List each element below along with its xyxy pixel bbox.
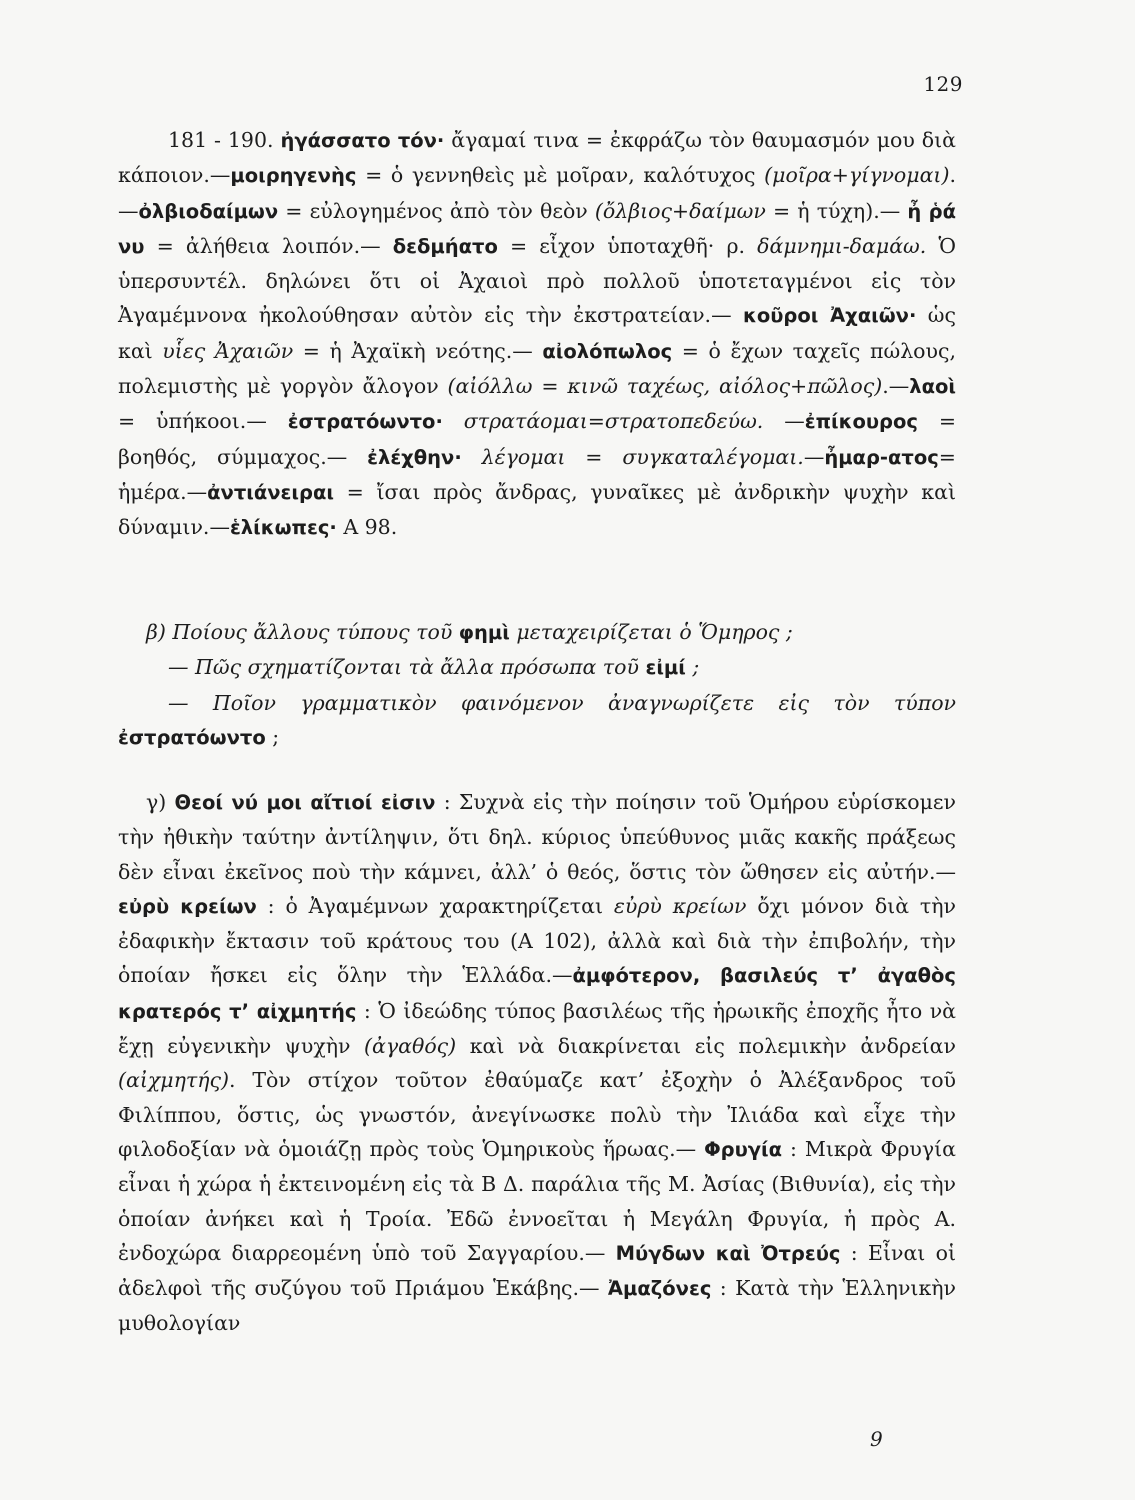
lemma-amazones: Ἀμαζόνες (607, 1277, 712, 1301)
lemma-aiolopolos: αἰολόπωλος (542, 339, 673, 363)
question-text: ; (265, 724, 280, 749)
question-term: φημὶ (458, 621, 510, 644)
quoted-phrase: (αἰχμητής) (118, 1068, 230, 1093)
gloss-text (462, 445, 482, 469)
lemma-phrygia: Φρυγία (704, 1137, 783, 1161)
commentary-verses-181-190 (118, 123, 956, 546)
gloss-text: = ἀλήθεια λοιπόν.— (144, 233, 393, 258)
gloss-text: . Τὸν στίχον τοῦτον ἐθαύμαζε κατ’ ἐξοχὴν ὁ Ἀλέξανδρος τοῦ Φιλίππου, ὅστις, ὡς γνωστόν, ἀνεγίνωσκε πολὺ τὴν Ἰλιάδα καὶ εἶχε τὴν φιλοδοξίαν νὰ ὁμοιάζῃ πρὸς τοὺς Ὁμηρικοὺς ἥρωας.— (118, 1068, 956, 1161)
gloss-text: Ὁ ὑπερσυντέλ. δηλώνει ὅτι οἱ Ἀχαιοὶ πρὸ πολλοῦ ὑποτεταγμένοι εἰς τὸν Ἀγαμέμνονα ἠκολούθησαν αὐτὸν εἰς τὴν ἐκστρατείαν.— (118, 233, 957, 328)
lemma-mygdon-otreus: Μύγδων καὶ Ὀτρεύς (615, 1241, 841, 1265)
gloss-text: .— (882, 374, 910, 399)
lemma-eury-kreion: εὐρὺ κρείων (118, 894, 257, 918)
gloss-text: ἄγαμαί τινα = ἐκφράζω τὸν θαυμασμόν μου διὰ κάποιον.— (118, 128, 957, 188)
verse-range: 181 - 190. (168, 128, 281, 152)
lemma-dedmeato: δεδμήατο (392, 234, 498, 258)
lemma-amphoteron: ἀμφότερον, βασιλεύς τ’ ἀγαθὸς κρατερός τ’ αἰχμητής (118, 964, 956, 1023)
question-text: ; (685, 655, 700, 680)
lemma-kouroi-achaion: κοῦροι Ἀχαιῶν· (743, 304, 917, 328)
question-term: ἐστρατόωντο (118, 725, 266, 749)
lemma-antianeirai: ἀντιάνειραι (207, 480, 334, 504)
gloss-text: = ἡ Ἀχαϊκὴ νεότης.— (293, 338, 543, 363)
question-text: — Πῶς σχηματίζονται τὰ ἄλλα πρόσωπα τοῦ (168, 655, 646, 680)
gloss-text: : Κατὰ τὴν Ἑλληνικὴν μυθολογίαν (118, 1276, 956, 1336)
gloss-text: καὶ νὰ διακρίνεται εἰς πολεμικὴν ἀνδρείαν (456, 1034, 956, 1059)
lemma-epikouros: ἐπίκουρος (804, 410, 918, 434)
lemma-helikopes: ἑλίκωπες· (229, 516, 337, 540)
gloss-text: : Συχνὰ εἰς τὴν ποίησιν τοῦ Ὁμήρου εὑρίσκομεν τὴν ἠθικὴν ταύτην ἀντίληψιν, ὅτι δηλ. κύριος ὑπεύθυνος μιᾶς κακῆς πράξεως δὲν εἶναι ἐκεῖνος ποὺ τὴν κάμνει, ἀλλ’ ὁ θεός, ὅστις τὸν ὤθησεν εἰς αὐτήν.— (118, 790, 956, 884)
gloss-text: : Μικρὰ Φρυγία εἶναι ἡ χώρα ἡ ἐκτεινομένη εἰς τὰ Β Δ. παράλια τῆς Μ. Ἀσίας (Βιθυνία), εἰς τὴν ὁποίαν ἀνήκει καὶ ἡ Τροία. Ἐδῶ ἐννοεῖται ἡ Μεγάλη Φρυγία, ἡ πρὸς Α. ἐνδοχώρα διαρρεομένη ὑπὸ τοῦ Σαγγαρίου.— (118, 1136, 956, 1265)
gloss-text: Α 98. (336, 515, 398, 540)
lemma-elechthen: ἐλέχθην· (367, 445, 462, 469)
quoted-phrase: (ἀγαθός) (364, 1034, 457, 1059)
verb-root: δάμνημι-δαμάω. (757, 233, 927, 258)
gloss-text: : Εἶναι οἱ ἀδελφοὶ τῆς συζύγου τοῦ Πριάμου Ἑκάβης.— (118, 1240, 956, 1301)
gloss-text: — (763, 409, 805, 434)
gloss-text: = ὁ γεννηθεὶς μὲ μοῖραν, καλότυχος (356, 163, 765, 188)
lemma-emar: ἦμαρ-ατος (824, 445, 939, 469)
gloss-text: .— (118, 163, 956, 223)
gloss-text: = ἴσαι πρὸς ἄνδρας, γυναῖκες μὲ ἀνδρικὴν ψυχὴν καὶ δύναμιν.— (118, 479, 956, 540)
gloss-text (443, 409, 464, 433)
gloss-text: — (803, 444, 825, 469)
etymology: (αἰόλλω = κινῶ ταχέως, αἰόλος+πῶλος) (447, 374, 883, 399)
questions-section-beta (118, 615, 956, 755)
question-2 (118, 650, 956, 685)
gloss-text: = ἡμέρα.— (118, 444, 956, 504)
gloss-text: ὄχι μόνον διὰ τὴν ἐδαφικὴν ἔκτασιν τοῦ κράτους του (Α 102), ἀλλὰ καὶ διὰ τὴν ἐπιβολήν, τὴν ὁποίαν ἤσκει εἰς ὅλην τὴν Ἑλλάδα.— (118, 893, 956, 988)
gloss-text: : Ὁ ἰδεώδης τύπος βασιλέως τῆς ἡρωικῆς ἐποχῆς ἦτο νὰ ἔχῃ εὐγενικὴν ψυχὴν (118, 998, 956, 1059)
verb-root: λέγομαι = συγκαταλέγομαι. (481, 444, 804, 469)
gloss-text: = εἶχον ὑποταχθῆ· ρ. (497, 233, 758, 258)
lemma-egassato: ἠγάσσατο τόν· (280, 129, 445, 152)
question-term: εἰμί (645, 656, 686, 680)
verb-root: στρατάομαι=στρατοπεδεύω. (463, 409, 764, 434)
commentary-section-gamma (118, 785, 956, 1341)
signature-mark: 9 (870, 1427, 883, 1451)
lemma-olbiodaimon: ὀλβιοδαίμων (138, 199, 279, 223)
gloss-text: = ὁ ἔχων ταχεῖς πώλους, πολεμιστὴς μὲ γοργὸν ἄλογον (118, 338, 956, 399)
question-1 (118, 615, 956, 650)
gloss-text: = εὐλογημένος ἀπὸ τὸν θεὸν (278, 198, 595, 223)
section-marker: γ) (146, 790, 175, 814)
etymology: (ὄλβιος+δαίμων (594, 198, 766, 223)
lemma-theoi-aitioi: Θεοί νύ μοι αἴτιοί εἰσιν (174, 791, 436, 814)
gloss-text: ὡς καὶ (118, 303, 956, 363)
question-3 (118, 686, 956, 756)
lemma-estratoonto: ἐστρατόωντο· (287, 410, 443, 434)
lemma-moiregenes: μοιρηγενὴς (230, 164, 357, 188)
page-number: 129 (923, 72, 963, 96)
lemma-e-ra-nu: ἦ ῥά νυ (118, 199, 957, 258)
etymology: (μοῖρα+γίγνομαι) (764, 163, 950, 188)
gloss-text: = ὑπήκοοι.— (118, 409, 288, 434)
parallel-phrase: υἷες Ἀχαιῶν (162, 338, 294, 363)
gloss-text: = ἡ τύχη).— (765, 198, 908, 223)
gloss-text: : ὁ Ἀγαμέμνων χαρακτηρίζεται (256, 893, 614, 918)
question-text: μεταχειρίζεται ὁ Ὅμηρος ; (509, 620, 793, 644)
lemma-laoi: λαοὶ (909, 375, 956, 399)
quoted-phrase: εὐρὺ κρείων (613, 893, 747, 918)
question-text: — Ποῖον γραμματικὸν φαινόμενον ἀναγνωρίζετε εἰς τὸν τύπον (168, 690, 956, 715)
gloss-text: = βοηθός, σύμμαχος.— (118, 409, 956, 469)
question-text: β) Ποίους ἄλλους τύπους τοῦ (146, 620, 459, 644)
